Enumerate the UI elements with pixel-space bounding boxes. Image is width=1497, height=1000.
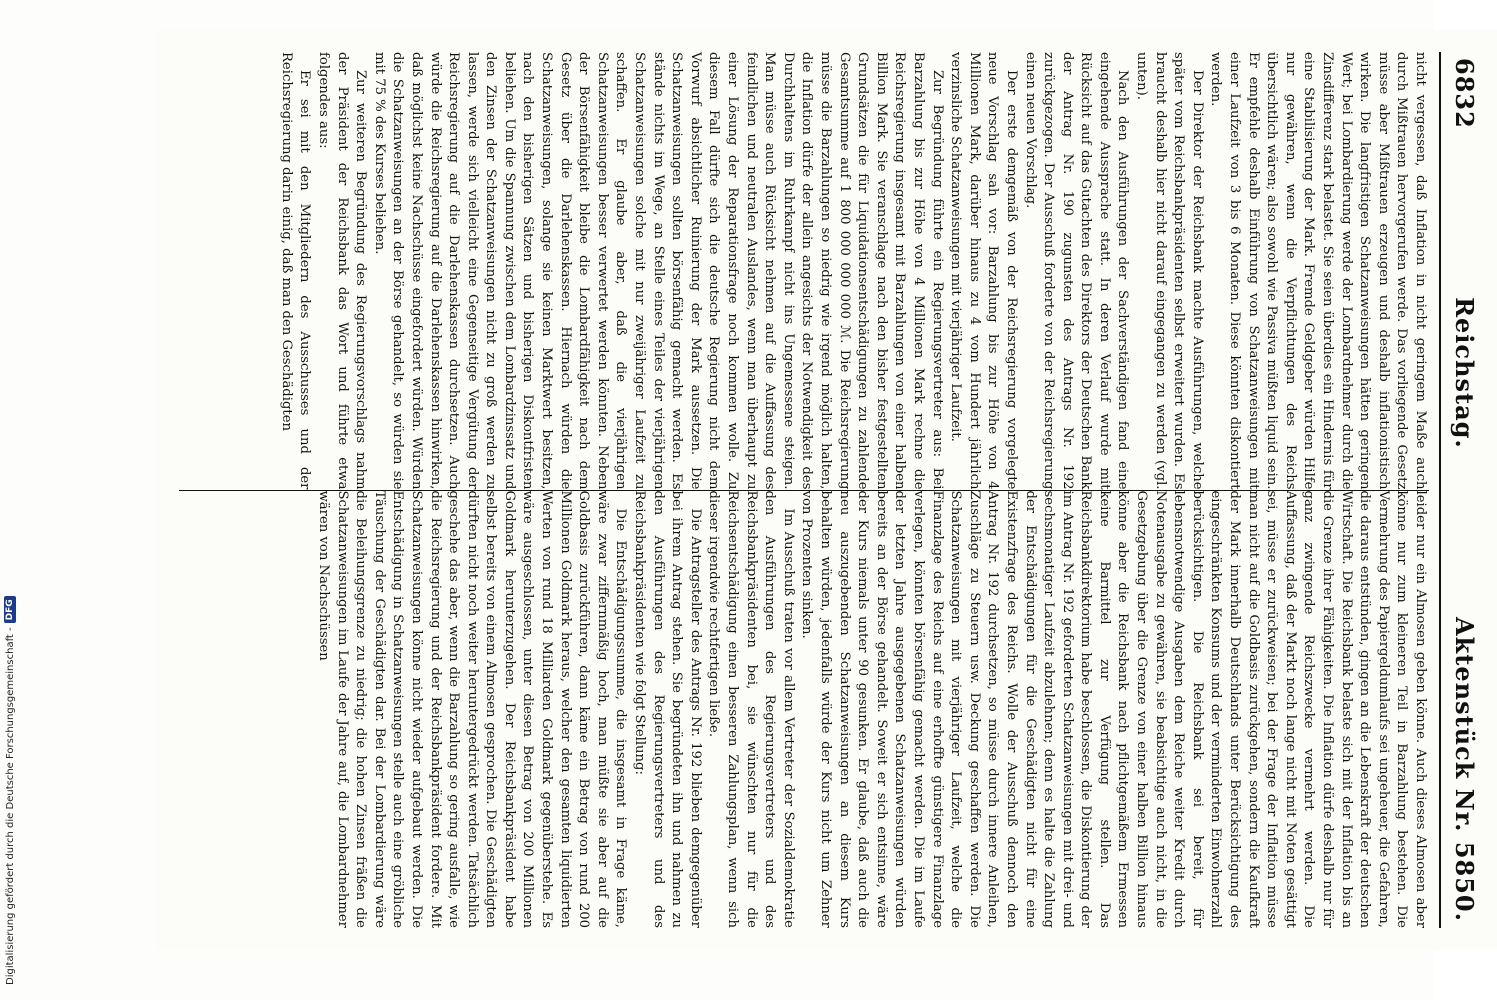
paragraph: Nach den Ausführungen der Sachverständigen fand eine eingehende Aussprache statt. In deren Verlauf wurde mit Rücksicht auf das Gutachten des Direktors der Deutschen Bank der Antrag Nr. 190 zugunsten des Antrags Nr. 192 zurückgezogen. Der Ausschuß forderte von der Reichsregierung einen neuen Vorschlag. (1022, 52, 1131, 490)
paragraph: Der Direktor der Reichsbank machte Ausführungen, welche später vom Reichsbankpräsidenten selbst erweitert wurden. Es braucht deshalb hier nicht darauf eingegangen zu werden (vgl. unten). (1134, 52, 1205, 490)
paragraph: Die Entschädigungssumme, die insgesamt in Frage käme, wäre zwar ziffernmäßig hoch, man müßte sie aber auf die Goldbasis zurückführen, dann käme ein Betrag von rund 200 Millionen Goldmark heraus, welcher den gesamten liquidierten Werten von rund 18 Milliarden Goldmark gegenüberstehe. Es wäre ausgeschlossen, unter diesen Betrag von 200 Millionen Goldmark herunterzugehen. Der Reichsbankpräsident habe selbst bereits von einem Almosen gesprochen. Die Geschädigten dürften nicht noch weiter heruntergedrückt werden. Tatsächlich geschehe das aber, wenn die Barzahlung so gering ausfalle, wie die Reichsregierung und der Reichsbankpräsident fordere. Mit Schatzanweisungen könne nicht wieder aufgebaut werden. Die Entschädigung in Schatzanweisungen stelle auch eine gröbliche Täuschung der Geschädigten dar. Bei der Lombardierung wäre die Beleihungsgrenze zu niedrig; die hohen Zinsen fräßen die Schatzanweisungen im Laufe der Jahre auf, die Lombardnehmer wären von Nachschüssen (315, 490, 629, 928)
paragraph: Der erste demgemäß von der Reichsregierung vorgelegte neue Vorschlag sah vor: Barzahlung bis zur Höhe von 4 Millionen Mark, darüber hinaus zu 4 vom Hundert jährlich verzinsliche Schatzanweisungen mit vierjähriger Laufzeit. (948, 52, 1019, 490)
paragraph: Zur weiteren Begründung des Regierungsvorschlags nahm der Präsident der Reichsbank das Wort und führte etwa folgendes aus: (315, 52, 369, 490)
paragraph: Die Antragsteller des Antrags Nr. 192 blieben demgegenüber bei ihrem Antrag stehen. Sie begründeten ihn und nahmen zu den Ausführungen des Regierungsvertreters und des Reichsbankpräsidenten wie folgt Stellung: (632, 490, 703, 928)
dfg-logo: DFG (4, 596, 16, 623)
paragraph: Zur Begründung führte ein Regierungsvertreter aus: Bei Barzahlung bis zur Höhe von 4 Millionen Mark rechne die Reichsregierung insgesamt mit Barzahlungen von einer halben Billion Mark. Sie veranschlage nach den bisher festgestellten Grundsätzen die für Liquidationsentschädigungen zu zahlende Gesamtsumme auf 1 800 000 000 000 ℳ. Die Reichsregierung müsse die Barzahlungen so niedrig wie irgend möglich halten, die Inflation dürfe der allein angesichts der Notwendigkeit des Durchhaltens im Ruhrkampf nicht ins Ungemessene steigen. Man müsse auch Rücksicht nehmen auf die Auffassung des feindlichen und neutralen Auslandes, wenn man überhaupt zu einer Lösung der Reparationsfrage noch kommen wolle. Zu diesem Fall dürfte sich die deutsche Regierung nicht dem Vorwurf absichtlicher Ruinierung der Mark aussetzen. Die Schatzanweisungen sollten börsenfähig gemacht werden. Es stände nichts im Wege, an Stelle eines Teiles der vierjährigen Schatzanweisungen solche mit nur zweijähriger Laufzeit zu schaffen. Er glaube aber, daß die vierjährigen Schatzanweisungen besser verwertet werden könnten. Neben der Börsenfähigkeit bleibe die Lombardfähigkeit nach dem Gesetz über die Darlehenskassen. Hiernach würden die Schatzanweisungen, solange sie keinen Marktwert besitzen, nach den bisherigen Sätzen und bisherigen Diskontfristen beliehen. Um die Spannung zwischen dem Lombardzinssatz und den Zinsen der Schatzanweisungen nicht zu groß werden zu lassen, werde sich vielleicht eine Gegenseitige Vergütung der Reichsregierung auf die Darlehenskassen durchsetzen. Auch würde die Reichsregierung auf die Darlehenskassen hinwirken, daß möglichst keine Nachschüsse eingefordert würden. Würden die Schatzanweisungen an der Börse gehandelt, so würden sie mit 75 % des Kurses beliehen. (371, 52, 945, 490)
paragraph: Er sei mit den Mitgliedern des Ausschusses und der Reichsregierung darin einig, daß man den Geschädigten (278, 52, 313, 490)
right-column (179, 491, 1429, 929)
scanned-page (157, 30, 1497, 950)
credit-text: Digitalisierung gefördert durch die Deutsche Forschungsgemeinschaft - (4, 627, 16, 985)
document-number: Aktenstück Nr. 5850. (1450, 617, 1479, 922)
paragraph: Im Ausschuß traten vor allem Vertreter der Sozialdemokratie den Ausführungen des Regierungsvertreters und des Reichsbankpräsidenten bei, sie wünschten nur für die Reichsentschädigung einen besseren Zahlungsplan, wenn sich dieser irgendwie rechtfertigen ließe. (706, 490, 796, 928)
page-title: Reichstag. (1450, 297, 1479, 449)
page-header (1439, 52, 1479, 928)
text-columns (179, 52, 1429, 928)
paragraph: nicht vergessen, daß Inflation in nicht geringem Maße auch durch Mißtrauen hervorgerufen werde. Das vorliegende Gesetz müsse aber Mißtrauen erzeugen und deshalb inflationistisch wirken. Die langfristigen Schatzanweisungen hätten geringen Wert; bei Lombardierung werde der Lombardnehmer durch die Zinsdifferenz stark belastet. Sie seien überdies ein Hindernis für eine Stabilisierung der Mark. Fremde Geldgeber würden Hilfe nur gewähren, wenn die Verpflichtungen des Reichs übersichtlich wären; also sowohl wie Passiva müßten liquid sein. Er empfehle deshalb Einführung von Schatzanweisungen mit einer Laufzeit von 3 bis 6 Monaten. Diese könnten diskontiert werden. (1208, 52, 1428, 490)
page-number: 6832 (1450, 58, 1479, 129)
left-column (179, 52, 1429, 490)
paragraph: leider nur ein Almosen geben könne. Auch dieses Almosen aber könne nur zum kleineren Teil in Barzahlung bestehen. Die Vermehrung des Papiergeldumlaufs sei ungeheuer, die Gefahren, die daraus entstünden, gingen an die Lebenskraft der deutschen Wirtschaft. Die Reichsbank belaste sich mit der Inflation bis an die Grenze ihrer Fähigkeiten. Die Inflation dürfe deshalb nur für ganz zwingende Reichszwecke vermehrt werden. Die Auffassung, daß der Markt noch lange nicht mit Noten gesättigt sei, müsse er zurückweisen; bei der Frage der Inflation müsse man nicht auf die Goldbasis zurückgehen, sondern die Kaufkraft der Mark innerhalb Deutschlands unter Berücksichtigung des eingeschränkten Konsums und der verminderten Einwohnerzahl berücksichtigen. Die Reichsbank sei bereit, für lebensnotwendige Ausgaben dem Reiche weiter Kredit durch Notenausgabe zu gewähren, sie beabsichtige auch nicht, in die Gesetzgebung über die Grenze von einer halben Billion hinaus könne aber die Reichsbank nach pflichtgemäßem Ermessen keine Barmittel zur Verfügung stellen. Das Reichsbankdirektorium habe beschlossen, die Diskontierung der im Antrag Nr. 192 geforderten Schatzanweisungen mit drei- und sechsmonatiger Laufzeit abzulehnen; denn es halte die Zahlung der Entschädigungen für die Geschädigten nicht für eine Existenzfrage des Reichs. Wolle der Ausschuß dennoch den Antrag Nr. 192 durchsetzen, so müsse durch innere Anleihen, Zuschläge zu Steuern usw. Deckung geschaffen werden. Die Schatzanweisungen mit vierjähriger Laufzeit, welche die Finanzlage des Reichs auf eine erhoffte günstigere Finanzlage verlegen, könnten börsenfähig gemacht werden. Die im Laufe der letzten Jahre ausgegebenen Schatzanweisungen würden bereits an der Börse gehandelt. Soweit er sich entsinne, wäre der Kurs niemals unter 90 gesunken. Er glaube, daß auch die neu auszugebenden Schatzanweisungen an diesem Kurs behalten würden, jedenfalls würde der Kurs nicht um Zehner von Prozenten sinken. (799, 490, 1428, 928)
digitization-credit (2, 585, 18, 985)
